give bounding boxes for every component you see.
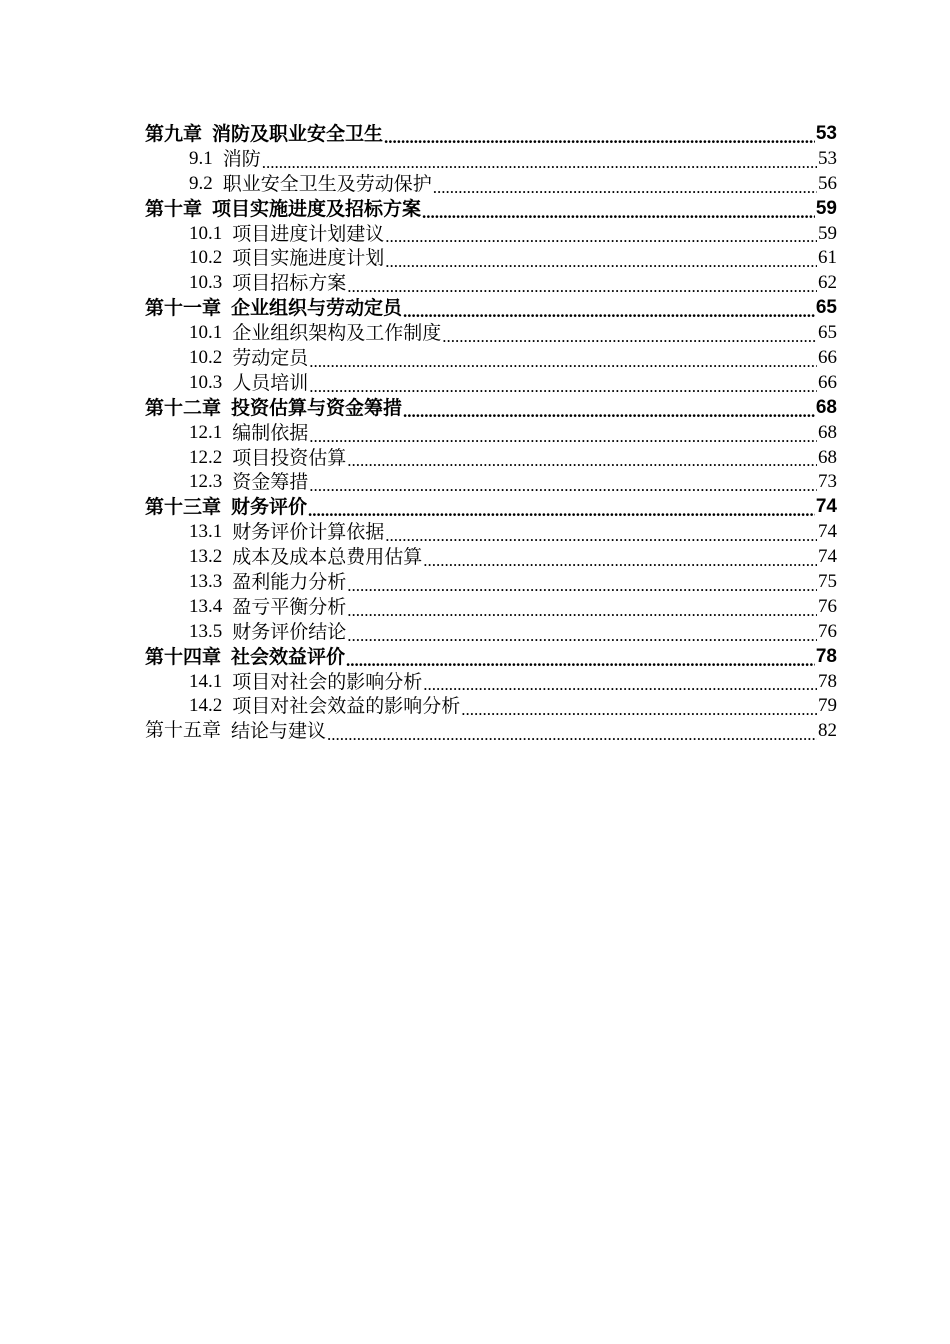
toc-entry-chapter-14[interactable] [145,645,837,670]
toc-entry-chapter-11[interactable] [145,296,837,321]
toc-entry-section-14-1[interactable] [145,670,837,695]
toc-entry-section-13-1[interactable] [145,520,837,545]
toc-entry-section-12-2[interactable] [145,446,837,471]
toc-dot-leader [403,396,815,421]
toc-page-number: 79 [818,695,837,717]
toc-dot-leader [309,470,817,495]
toc-section-number: 13.1 [189,521,223,543]
toc-entry-chapter-15[interactable] [145,719,837,744]
toc-dot-leader [461,694,817,719]
toc-section-number: 13.4 [189,595,223,617]
toc-entry-section-10-1[interactable] [145,222,837,247]
toc-entry-section-11-1[interactable] [145,321,837,346]
toc-section-title: 盈利能力分析 [232,571,347,594]
toc-page-number: 74 [818,521,837,543]
toc-section-number: 10.2 [189,247,223,269]
toc-section-number: 9.1 [189,147,213,169]
toc-chapter-title: 项目实施进度及招标方案 [212,197,422,220]
toc-section-number: 12.1 [189,421,223,443]
toc-dot-leader [347,620,817,645]
toc-page-number: 68 [818,421,837,443]
toc-dot-leader [422,197,815,222]
toc-entry-section-10-3[interactable] [145,271,837,296]
toc-section-title: 项目进度计划建议 [232,222,385,245]
toc-entry-chapter-9[interactable] [145,122,837,147]
toc-dot-leader [309,371,817,396]
toc-dot-leader [327,719,817,744]
toc-page-number: 53 [815,122,837,144]
toc-dot-leader [442,321,817,346]
toc-chapter-number: 第十一章 [145,297,222,320]
toc-entry-section-13-2[interactable] [145,545,837,570]
toc-chapter-number: 第十二章 [145,396,222,419]
toc-page-number: 65 [818,322,837,344]
toc-dot-leader [262,147,817,172]
toc-section-number: 10.1 [189,222,223,244]
toc-page-number: 56 [818,172,837,194]
toc-section-title: 职业安全卫生及劳动保护 [222,172,432,195]
toc-chapter-title: 投资估算与资金筹措 [231,396,403,419]
toc-entry-chapter-10[interactable] [145,197,837,222]
toc-entry-section-14-2[interactable] [145,694,837,719]
toc-dot-leader [309,346,817,371]
toc-section-number: 13.5 [189,620,223,642]
toc-dot-leader [423,545,817,570]
toc-entry-section-13-4[interactable] [145,595,837,620]
toc-page-number: 62 [818,272,837,294]
toc-section-title: 企业组织架构及工作制度 [232,322,442,345]
toc-section-number: 12.3 [189,471,223,493]
toc-page-number: 82 [818,720,837,742]
toc-page-number: 76 [818,620,837,642]
toc-section-title: 项目对社会的影响分析 [232,670,423,693]
toc-dot-leader [346,645,815,670]
toc-dot-leader [347,595,817,620]
toc-entry-section-11-3[interactable] [145,371,837,396]
toc-section-title: 人员培训 [232,371,309,394]
toc-section-title: 盈亏平衡分析 [232,595,347,618]
toc-dot-leader [433,172,817,197]
toc-section-title: 消防 [222,147,261,170]
toc-section-title: 项目招标方案 [232,272,347,295]
toc-section-title: 成本及成本总费用估算 [232,546,423,569]
toc-dot-leader [347,570,817,595]
toc-page-number: 68 [815,396,837,418]
toc-section-title: 资金筹措 [232,471,309,494]
toc-section-number: 10.2 [189,347,223,368]
toc-dot-leader [385,222,817,247]
toc-section-title: 项目投资估算 [232,446,347,469]
toc-section-number: 14.2 [189,695,223,717]
toc-chapter-title: 企业组织与劳动定员 [231,297,403,320]
toc-entry-section-11-2[interactable] [145,346,837,371]
toc-section-title: 编制依据 [232,421,309,444]
toc-section-title: 项目对社会效益的影响分析 [232,695,461,718]
toc-page-number: 75 [818,571,837,593]
toc-section-title: 财务评价结论 [232,620,347,643]
toc-chapter-number: 第十四章 [145,645,222,668]
toc-section-number: 13.2 [189,546,223,568]
toc-chapter-title: 结论与建议 [231,720,327,743]
toc-page-number: 74 [818,546,837,568]
toc-page-number: 59 [815,197,837,219]
toc-section-number: 14.1 [189,670,223,692]
toc-entry-section-12-1[interactable] [145,421,837,446]
toc-section-number: 10.3 [189,272,223,294]
toc-dot-leader [309,421,817,446]
toc-dot-leader [347,271,817,296]
toc-chapter-number: 第十章 [145,197,203,220]
toc-dot-leader [308,495,815,520]
toc-dot-leader [403,296,815,321]
toc-page-number: 66 [818,371,837,393]
toc-entry-chapter-12[interactable] [145,396,837,421]
toc-page-number: 73 [818,471,837,493]
toc-section-title: 项目实施进度计划 [232,247,385,270]
toc-page-number: 68 [818,446,837,468]
toc-section-number: 12.2 [189,446,223,468]
toc-dot-leader [384,122,815,147]
toc-section-title: 财务评价计算依据 [232,521,385,544]
toc-entry-section-9-2[interactable] [145,172,837,197]
toc-chapter-number: 第九章 [145,122,203,145]
toc-section-title: 劳动定员 [232,347,309,369]
toc-chapter-title: 消防及职业安全卫生 [212,122,384,145]
toc-chapter-title: 财务评价 [231,496,308,519]
toc-chapter-number: 第十五章 [145,720,222,742]
toc-page-number: 78 [818,670,837,692]
toc-section-number: 10.3 [189,371,223,393]
toc-chapter-number: 第十三章 [145,496,222,519]
toc-page-number: 74 [815,496,837,518]
toc-entry-section-10-2[interactable] [145,246,837,271]
toc-chapter-title: 社会效益评价 [231,645,346,668]
table-of-contents [145,122,837,744]
toc-section-number: 10.1 [189,322,223,344]
toc-dot-leader [423,670,817,695]
toc-entry-section-12-3[interactable] [145,470,837,495]
toc-page-number: 78 [815,645,837,667]
toc-entry-section-9-1[interactable] [145,147,837,172]
toc-page-number: 61 [818,247,837,269]
toc-page-number: 66 [818,347,837,368]
toc-dot-leader [347,446,817,471]
toc-section-number: 13.3 [189,571,223,593]
toc-page-number: 59 [818,222,837,244]
toc-section-number: 9.2 [189,172,213,194]
toc-entry-section-13-3[interactable] [145,570,837,595]
toc-entry-section-13-5[interactable] [145,620,837,645]
toc-entry-chapter-13[interactable] [145,495,837,520]
toc-dot-leader [385,246,817,271]
toc-page-number: 76 [818,595,837,617]
toc-dot-leader [385,520,817,545]
toc-page-number: 65 [815,297,837,319]
toc-page-number: 53 [818,147,837,169]
